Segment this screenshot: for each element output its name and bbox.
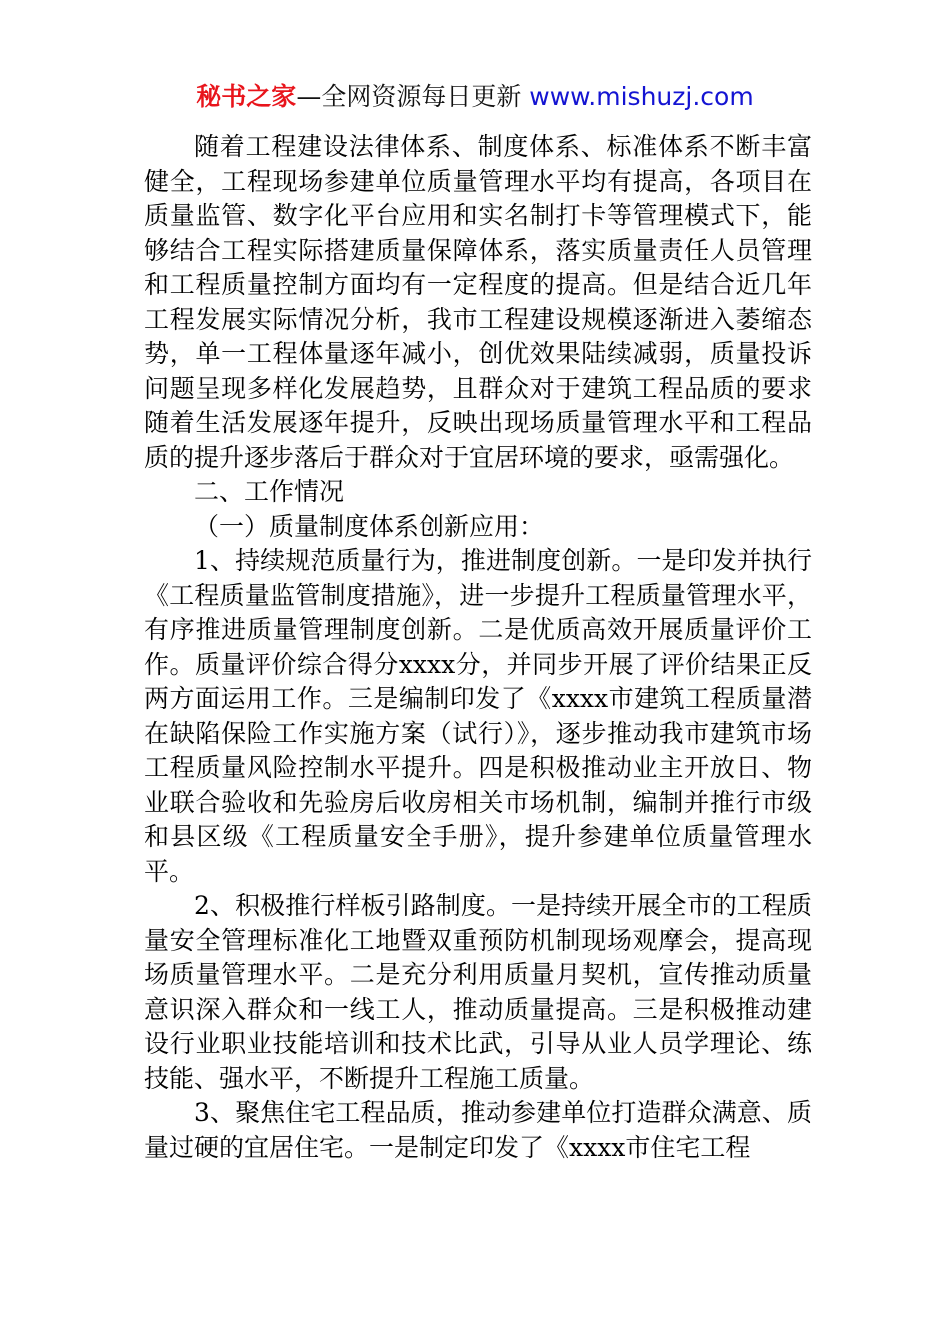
section-heading: 二、工作情况: [194, 477, 345, 506]
item-paragraph-1: 1、持续规范质量行为，推进制度创新。一是印发并执行《工程质量监管制度措施》，进一步提升工程质量管理水平，有序推进质量管理制度创新。二是优质高效开展质量评价工作。质量评价综合得分xxxx分，并同步开展了评价结果正反两方面运用工作。三是编制印发了《xxxx市建筑工程质量潜在缺陷保险工作实施方案（试行）》，逐步推动我市建筑市场工程质量风险控制水平提升。四是积极推动业主开放日、物业联合验收和先验房后收房相关市场机制，编制并推行市级和县区级《工程质量安全手册》，提升参建单位质量管理水平。: [144, 546, 812, 886]
site-url-link[interactable]: www.mishuzj.com: [529, 82, 754, 111]
brand-name: 秘书之家: [196, 82, 297, 111]
item-paragraph-2: 2、积极推行样板引路制度。一是持续开展全市的工程质量安全管理标准化工地暨双重预防机制现场观摩会，提高现场质量管理水平。二是充分利用质量月契机，宣传推动质量意识深入群众和一线工人，推动质量提高。三是积极推动建设行业职业技能培训和技术比武，引导从业人员学理论、练技能、强水平，不断提升工程施工质量。: [144, 891, 812, 1093]
document-body: [144, 130, 812, 1165]
subsection-heading: （一）质量制度体系创新应用：: [194, 511, 545, 541]
intro-paragraph: 随着工程建设法律体系、制度体系、标准体系不断丰富健全，工程现场参建单位质量管理水平均有提高，各项目在质量监管、数字化平台应用和实名制打卡等管理模式下，能够结合工程实际搭建质量保障体系，落实质量责任人员管理和工程质量控制方面均有一定程度的提高。但是结合近几年工程发展实际情况分析，我市工程建设规模逐渐进入萎缩态势，单一工程体量逐年减小，创优效果陆续减弱，质量投诉问题呈现多样化发展趋势，且群众对于建筑工程品质的要求随着生活发展逐年提升，反映出现场质量管理水平和工程品质的提升逐步落后于群众对于宜居环境的要求，亟需强化。: [144, 132, 812, 472]
site-header: [0, 80, 950, 114]
header-tagline: —全网资源每日更新: [296, 82, 530, 111]
item-paragraph-3: 3、聚焦住宅工程品质，推动参建单位打造群众满意、质量过硬的宜居住宅。一是制定印发了《xxxx市住宅工程: [144, 1098, 812, 1162]
